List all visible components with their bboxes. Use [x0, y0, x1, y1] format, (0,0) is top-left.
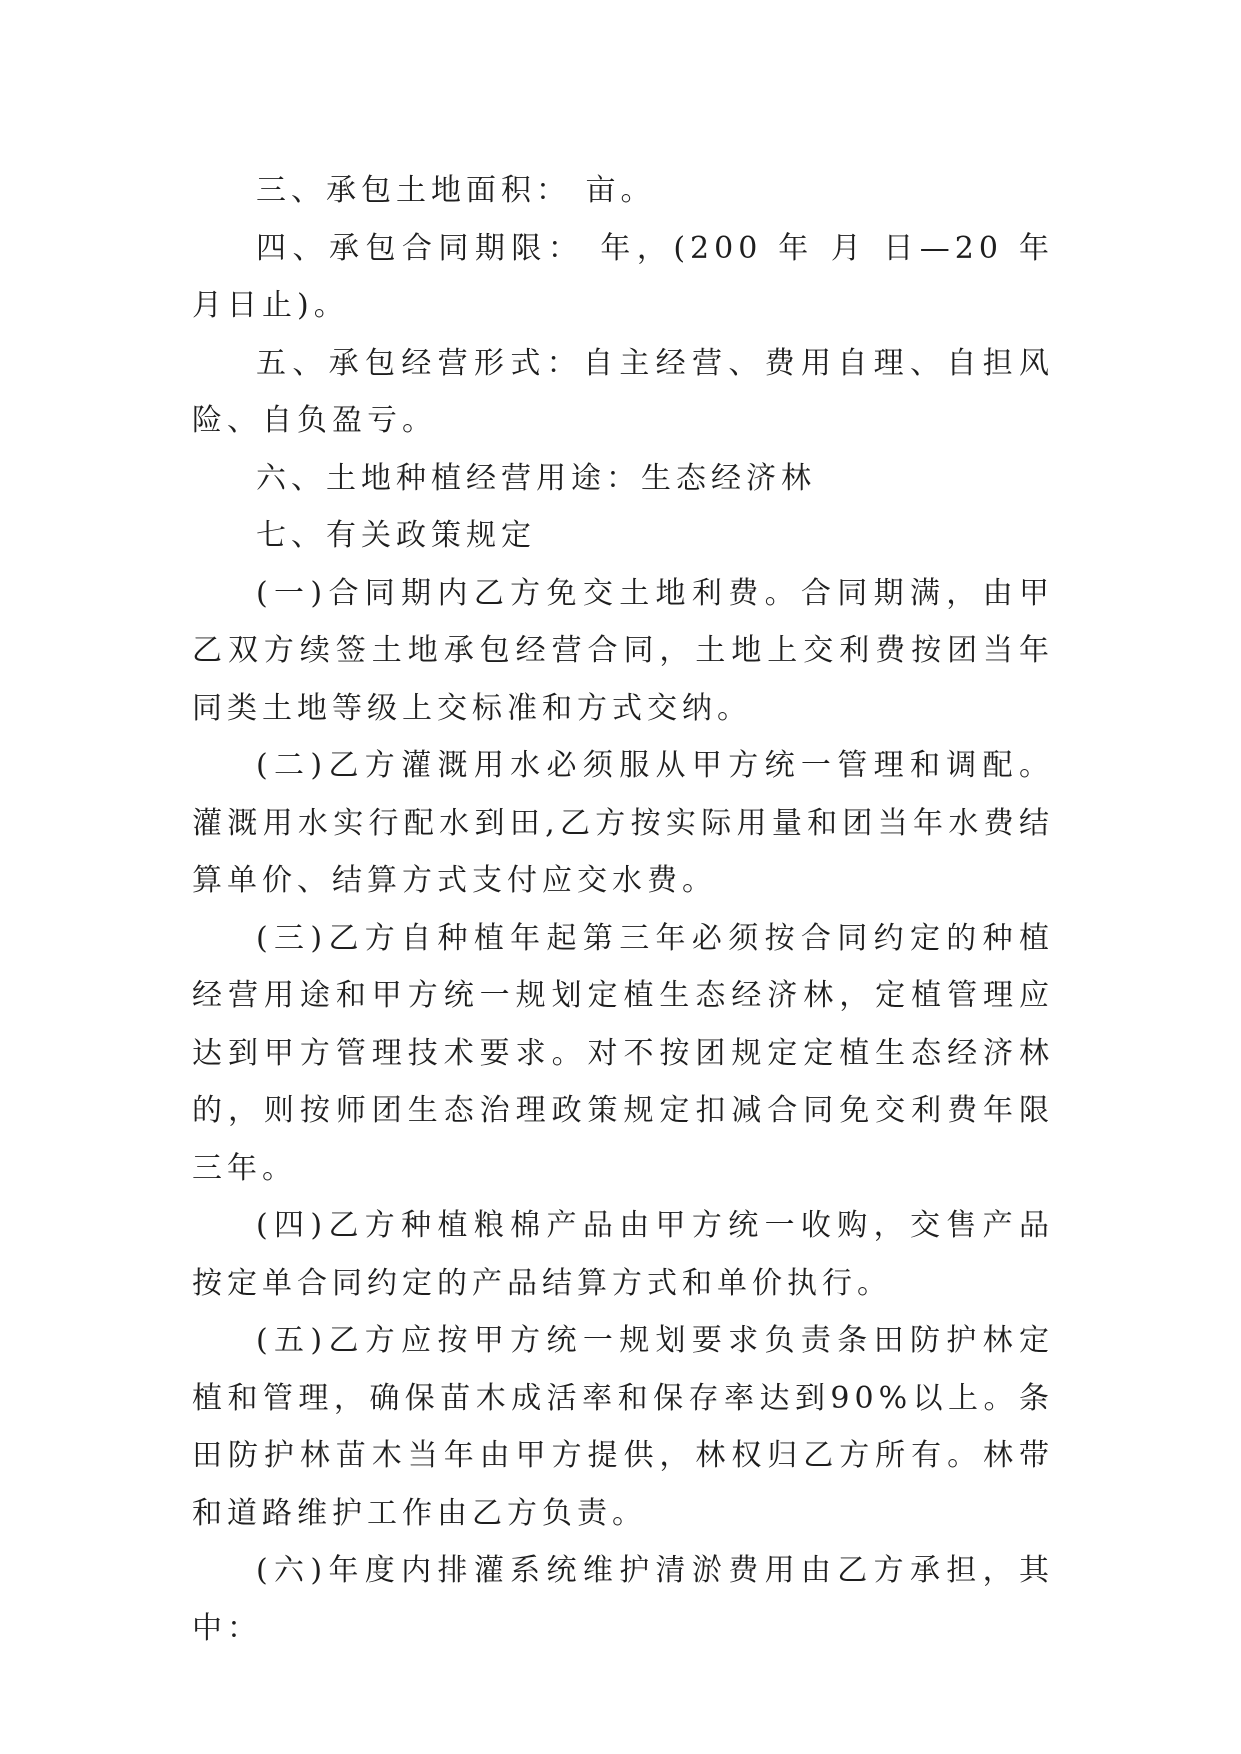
clause-7-policy-heading: 七、有关政策规定	[256, 518, 536, 553]
clause-5-operation-form: 五、承包经营形式：自主经营、费用自理、自担风险、自负盈亏。	[192, 345, 1054, 438]
policy-item-4: (四)乙方种植粮棉产品由甲方统一收购，交售产品按定单合同约定的产品结算方式和单价执行。	[192, 1208, 1054, 1301]
document-body	[192, 162, 1054, 1657]
policy-item-6: (六)年度内排灌系统维护清淤费用由乙方承担，其中：	[192, 1553, 1054, 1646]
clause-3-land-area: 三、承包土地面积： 亩。	[256, 173, 656, 208]
policy-item-2: (二)乙方灌溉用水必须服从甲方统一管理和调配。灌溉用水实行配水到田,乙方按实际用量和团当年水费结算单价、结算方式支付应交水费。	[192, 748, 1054, 898]
clause-6-land-use: 六、土地种植经营用途：生态经济林	[256, 460, 816, 496]
policy-item-1: (一)合同期内乙方免交土地利费。合同期满，由甲乙双方续签土地承包经营合同，土地上交利费按团当年同类土地等级上交标准和方式交纳。	[192, 575, 1054, 726]
clause-4-contract-term: 四、承包合同期限： 年，(200 年 月 日—20 年 月日止)。	[192, 230, 1054, 323]
policy-item-5: (五)乙方应按甲方统一规划要求负责条田防护林定植和管理，确保苗木成活率和保存率达到90%以上。条田防护林苗木当年由甲方提供，林权归乙方所有。林带和道路维护工作由乙方负责。	[192, 1323, 1054, 1531]
policy-item-3: (三)乙方自种植年起第三年必须按合同约定的种植经营用途和甲方统一规划定植生态经济林，定植管理应达到甲方管理技术要求。对不按团规定定植生态经济林的，则按师团生态治理政策规定扣减合同免交利费年限三年。	[192, 920, 1054, 1186]
